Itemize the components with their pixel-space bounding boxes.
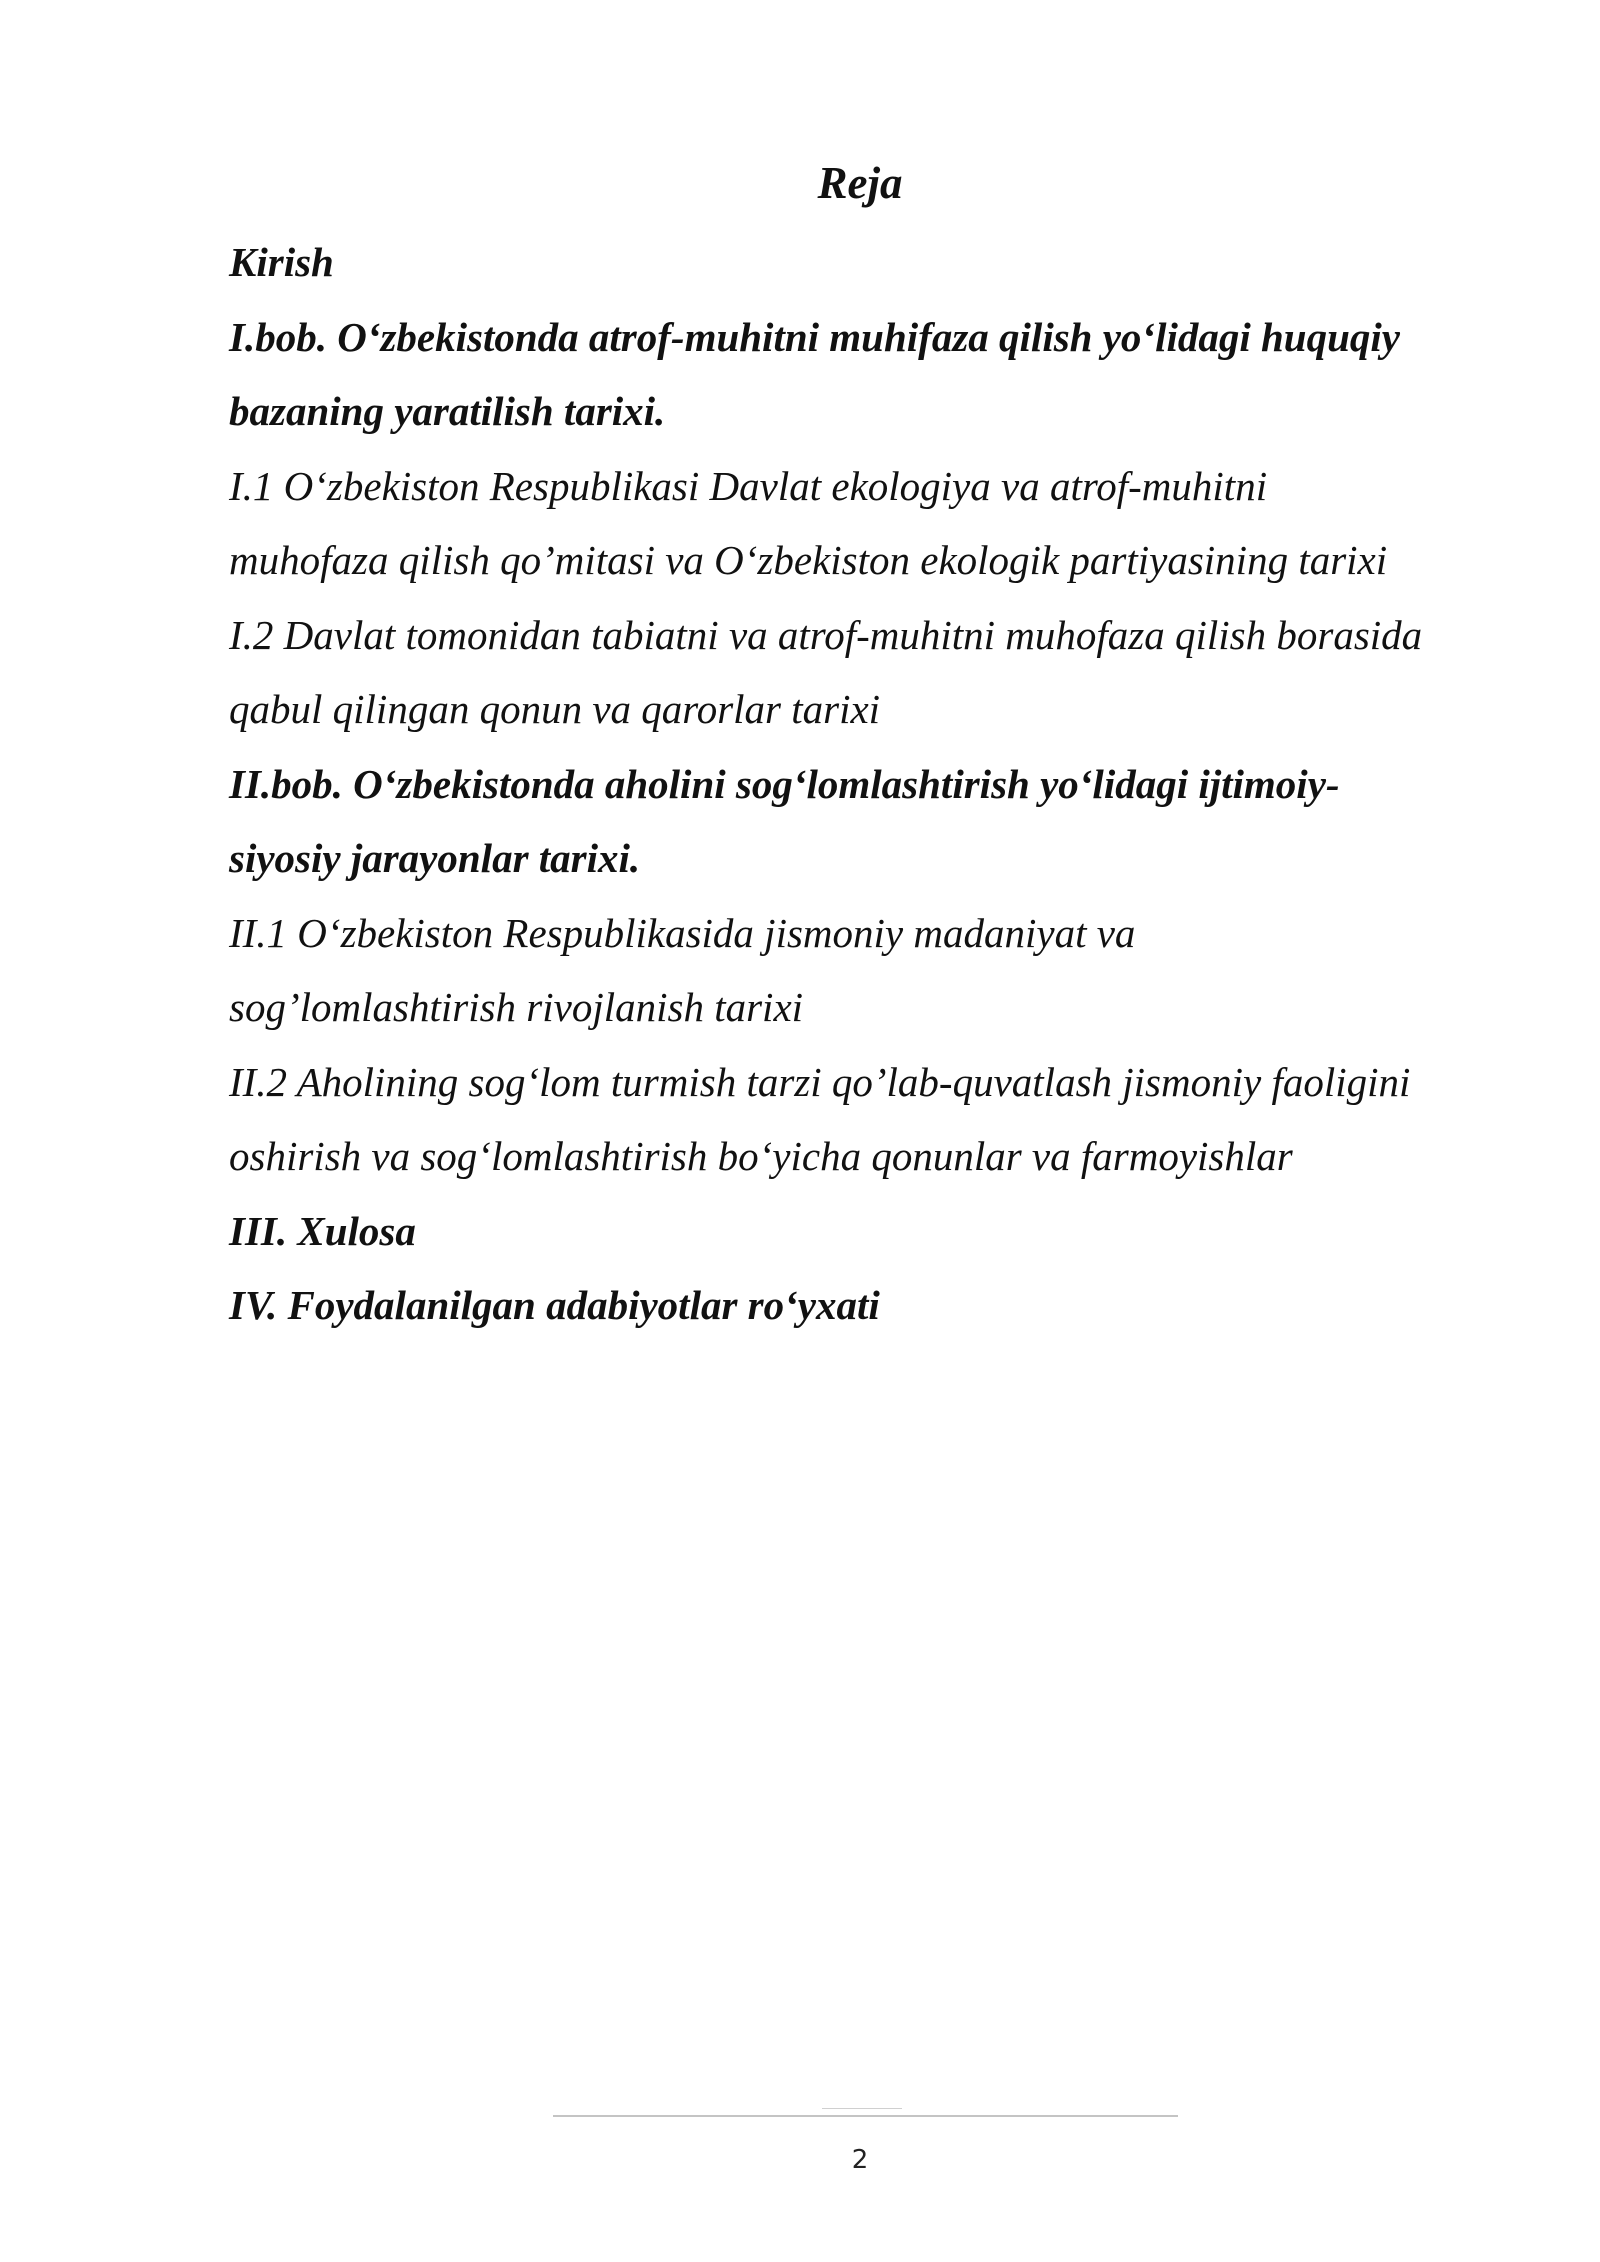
outline-subsection: sog’lomlashtirish rivojlanish tarixi xyxy=(229,984,804,1030)
outline-subsection: qabul qilingan qonun va qarorlar tarixi xyxy=(229,686,881,732)
outline-heading: I.bob. O‘zbekistonda atrof-muhitni muhifaza qilish yo‘lidagi huquqiy xyxy=(229,313,1400,360)
footer-divider xyxy=(553,2115,1178,2117)
outline-heading: IV. Foydalanilgan adabiyotlar ro‘yxati xyxy=(229,1282,880,1328)
outline-subsection: II.2 Aholining sog‘lom turmish tarzi qo’lab-quvatlash jismoniy faoligini xyxy=(229,1058,1411,1105)
outline-heading: siyosiy jarayonlar tarixi. xyxy=(229,835,641,881)
page-number: 2 xyxy=(851,2145,869,2175)
outline-heading: II.bob. O‘zbekistonda aholini sog‘lomlashtirish yo‘lidagi ijtimoiy- xyxy=(229,760,1340,807)
outline-heading: Kirish xyxy=(229,239,334,285)
outline-subsection: oshirish va sog‘lomlashtirish bo‘yicha qonunlar va farmoyishlar xyxy=(229,1133,1293,1179)
outline-subsection: I.1 O‘zbekiston Respublikasi Davlat ekologiya va atrof-muhitni xyxy=(229,462,1268,509)
outline-subsection: I.2 Davlat tomonidan tabiatni va atrof-muhitni muhofaza qilish borasida xyxy=(229,611,1423,658)
outline-subsection: muhofaza qilish qo’mitasi va O‘zbekiston ekologik partiyasining tarixi xyxy=(229,537,1388,583)
outline-subsection: II.1 O‘zbekiston Respublikasida jismoniy madaniyat va xyxy=(229,909,1136,956)
table-of-contents xyxy=(229,225,1529,1343)
outline-heading: III. Xulosa xyxy=(229,1207,416,1254)
outline-heading: bazaning yaratilish tarixi. xyxy=(229,388,666,434)
page-title: Reja xyxy=(817,158,903,208)
footer-divider-mark xyxy=(822,2108,902,2109)
